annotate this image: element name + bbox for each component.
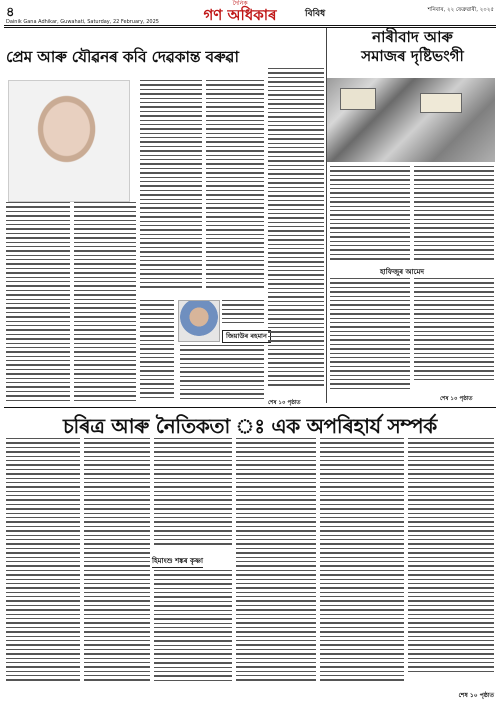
feminism-column-2 — [414, 166, 494, 264]
character-column-4 — [236, 438, 316, 690]
author-photo-icon — [178, 300, 220, 342]
feminism-byline: হাফিজুৰ আমেদ — [380, 268, 425, 276]
page-number: ৪ — [6, 5, 15, 20]
feminism-continued: শেষ ১০ পৃষ্ঠাত — [440, 396, 473, 402]
paper-info-line: Dainik Gana Adhikar, Guwahati, Saturday, 22 February, 2025 — [6, 19, 159, 25]
logo-small-text: দৈনিক — [232, 0, 248, 7]
character-column-6 — [408, 438, 494, 684]
poet-column-3 — [140, 80, 202, 295]
poet-column-4b — [222, 300, 264, 328]
protest-sign-icon — [420, 93, 462, 113]
character-column-2 — [84, 438, 150, 690]
section-divider — [4, 407, 496, 408]
poet-column-3b — [140, 300, 174, 405]
poet-continued: শেষ ১০ পৃষ্ঠাত — [268, 400, 301, 406]
character-article-headline: চৰিত্ৰ আৰু নৈতিকতা ঃ এক অপৰিহাৰ্য সম্পৰ্ক — [63, 414, 437, 438]
poet-column-1 — [6, 202, 70, 407]
character-column-3a — [154, 438, 232, 550]
character-column-1 — [6, 438, 80, 690]
newspaper-logo — [180, 0, 300, 24]
character-column-5 — [320, 438, 404, 690]
feminism-column-3 — [330, 278, 410, 398]
protest-sign-icon — [340, 88, 376, 110]
poet-article-headline: প্ৰেম আৰু যৌৱনৰ কবি দেৱকান্ত বৰুৱা — [6, 48, 239, 66]
feminism-column-1 — [330, 166, 410, 264]
feminism-headline-line2: সমাজৰ দৃষ্টিভংগী — [361, 47, 464, 65]
poet-column-4 — [206, 80, 264, 295]
dateline: শনিবাৰ, ২২ ফেব্ৰুৱাৰী, ২০২৫ — [427, 7, 494, 13]
character-continued: শেষ ১০ পৃষ্ঠাত — [458, 692, 494, 699]
feminism-headline-line1: নাৰীবাদ আৰু — [372, 28, 453, 46]
feminism-column-4 — [414, 278, 494, 386]
poet-column-5 — [268, 68, 324, 398]
poet-byline: জিয়াউৰ ৰহমান — [222, 330, 271, 343]
section-name: বিবিধ — [305, 9, 326, 19]
logo-main-text: গণ অধিকাৰ — [203, 6, 277, 24]
portrait-photo-icon — [8, 80, 130, 202]
character-column-3b — [154, 570, 232, 690]
poet-column-2 — [74, 202, 136, 407]
feminism-headline — [330, 28, 495, 66]
character-byline: হিমাংশু শঙ্কৰ কৃষ্ণা — [152, 555, 203, 568]
poet-column-4c — [180, 345, 264, 405]
